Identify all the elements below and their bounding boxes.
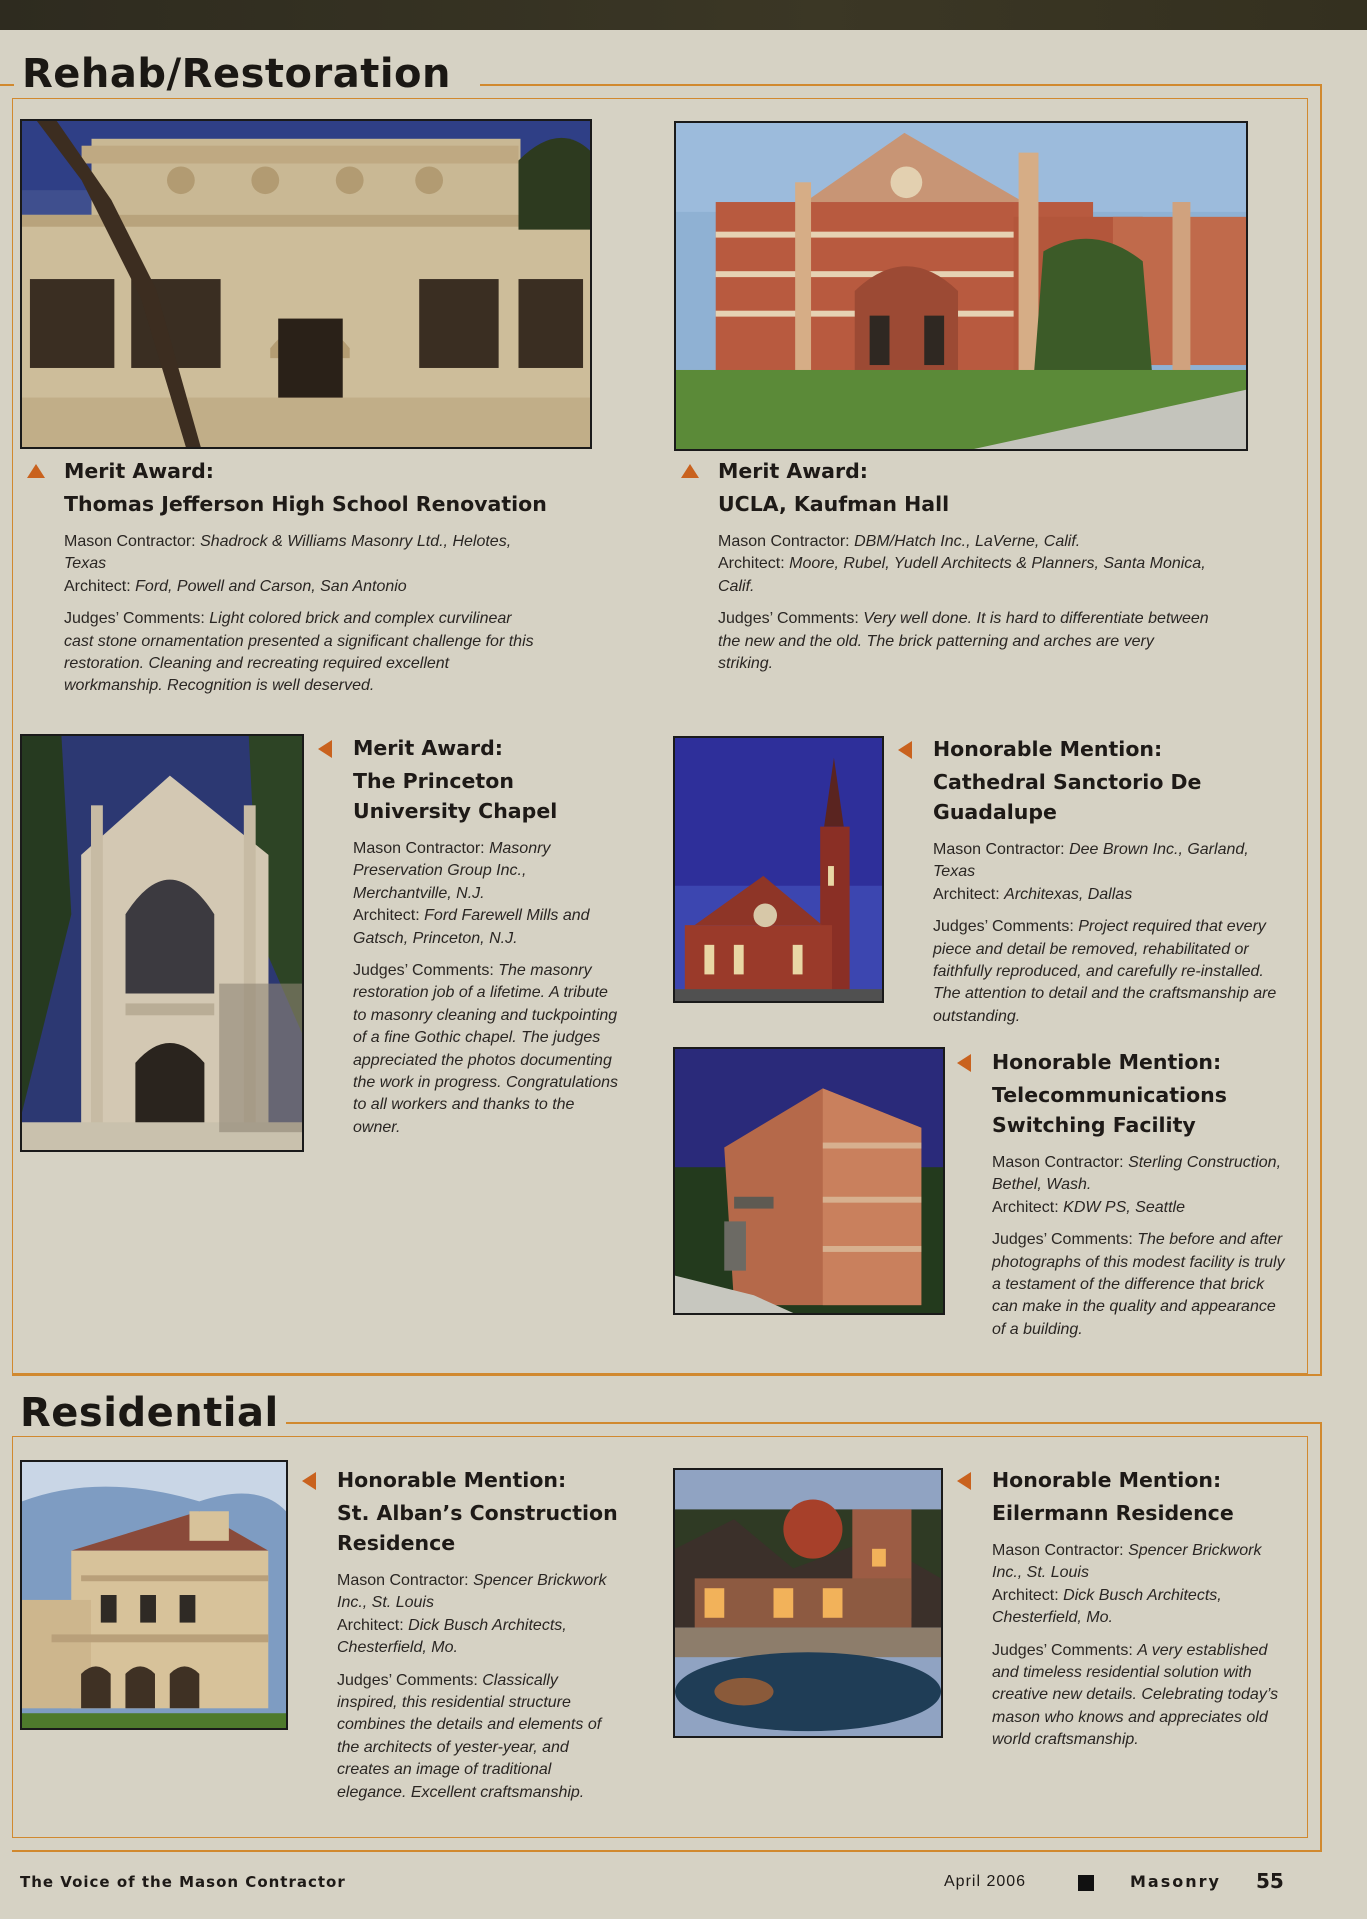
entry-princeton-chapel <box>353 733 633 1139</box>
residential-rule <box>286 1422 1322 1424</box>
rehab-bottom-rule <box>12 1374 1322 1376</box>
marker-triangle-icon <box>302 1472 316 1490</box>
photo-princeton-university-chapel <box>20 734 304 1152</box>
entry-st-albans <box>337 1465 627 1804</box>
entry-thomas-jefferson <box>64 456 564 698</box>
mason-label: Mason Contractor: <box>992 1542 1124 1559</box>
project-title: The Princeton University Chapel <box>353 769 558 823</box>
project-title: St. Alban’s Construction Residence <box>337 1501 618 1555</box>
judges-label: Judges’ Comments: <box>337 1671 478 1689</box>
footer-magazine-name: Masonry <box>1130 1872 1221 1891</box>
entry-body <box>64 531 544 698</box>
project-title: Cathedral Sanctorio De Guadalupe <box>933 770 1202 824</box>
entry-body <box>933 839 1285 1028</box>
photo-thomas-jefferson-high-school <box>20 119 592 449</box>
entry-telecommunications <box>992 1047 1292 1341</box>
photo-telecommunications-switching-facility <box>673 1047 945 1315</box>
photo-cathedral-sanctorio-de-guadalupe <box>673 736 884 1003</box>
judges-label: Judges’ Comments: <box>992 1641 1133 1659</box>
judges-value: Light colored brick and complex curvilinear cast stone ornamentation presented a significant challenge for this restoration. Cleaning and recreating required excellent workmanship. Recognition is well deserved. <box>64 610 534 695</box>
judges-label: Judges’ Comments: <box>64 610 205 628</box>
architect-value: Ford Farewell Mills and Gatsch, Princeton, N.J. <box>353 907 590 947</box>
architect-value: Moore, Rubel, Yudell Architects & Planners, Santa Monica, Calif. <box>718 555 1206 595</box>
marker-triangle-icon <box>898 741 912 759</box>
award-title: Merit Award: <box>353 736 503 760</box>
mason-label: Mason Contractor: <box>337 1572 469 1589</box>
top-dark-band <box>0 0 1367 30</box>
judges-label: Judges’ Comments: <box>718 610 859 628</box>
mason-label: Mason Contractor: <box>718 533 850 550</box>
entry-body <box>353 838 625 1139</box>
judges-value: Project required that every piece and detail be removed, rehabilitated or faithfully reproduced, and carefully re-installed. The attention to detail and the craftsmanship are outstanding. <box>933 918 1277 1025</box>
entry-cathedral-guadalupe <box>933 734 1288 1028</box>
entry-body <box>992 1152 1290 1341</box>
mason-value: Shadrock & Williams Masonry Ltd., Helotes, Texas <box>64 533 512 573</box>
architect-value: Dick Busch Architects, Chesterfield, Mo. <box>337 1616 567 1657</box>
mason-value: Masonry Preservation Group Inc., Merchantville, N.J. <box>353 840 551 902</box>
judges-value: Very well done. It is hard to differentiate between the new and the old. The brick patterning and arches are very striking. <box>718 610 1209 673</box>
architect-label: Architect: <box>64 577 131 595</box>
judges-value: The before and after photographs of this modest facility is truly a testament of the difference that brick can make in the quality and appearance of a building. <box>992 1231 1285 1338</box>
rehab-rule-left <box>0 84 14 86</box>
judges-value: A very established and timeless residential solution with creative new details. Celebrating today’s mason who knows and appreciates old world craftsmanship. <box>992 1641 1279 1749</box>
award-title: Honorable Mention: <box>992 1468 1222 1492</box>
project-title: Telecommunications Switching Facility <box>992 1083 1227 1137</box>
judges-value: The masonry restoration job of a lifetime. A tribute to masonry cleaning and tuckpointing of a fine Gothic chapel. The judges appreciated the photos documenting the work in progress. Congratulations to all workers and thanks to the owner. <box>353 962 619 1136</box>
mason-value: Spencer Brickwork Inc., St. Louis <box>337 1572 607 1612</box>
entry-body <box>337 1570 622 1804</box>
project-title: Eilermann Residence <box>992 1501 1234 1525</box>
entry-body <box>992 1540 1282 1752</box>
mason-value: Sterling Construction, Bethel, Wash. <box>992 1154 1282 1194</box>
marker-triangle-icon <box>957 1054 971 1072</box>
architect-label: Architect: <box>718 555 785 573</box>
photo-ucla-kaufman-hall <box>674 121 1248 451</box>
footer-date: April 2006 <box>944 1873 1027 1890</box>
judges-label: Judges’ Comments: <box>992 1231 1133 1249</box>
rehab-rule-right <box>1320 84 1322 1376</box>
award-title: Honorable Mention: <box>933 737 1163 761</box>
architect-value: Dick Busch Architects, Chesterfield, Mo. <box>992 1586 1222 1627</box>
marker-triangle-icon <box>318 740 332 758</box>
architect-label: Architect: <box>353 907 420 925</box>
award-title: Merit Award: <box>64 459 214 483</box>
architect-value: Ford, Powell and Carson, San Antonio <box>135 577 407 595</box>
award-title: Honorable Mention: <box>337 1468 567 1492</box>
entry-ucla-kaufman <box>718 456 1228 675</box>
mason-value: DBM/Hatch Inc., LaVerne, Calif. <box>854 533 1081 550</box>
project-title: Thomas Jefferson High School Renovation <box>64 492 547 516</box>
architect-label: Architect: <box>933 885 1000 903</box>
entry-body <box>718 531 1210 675</box>
mason-value: Spencer Brickwork Inc., St. Louis <box>992 1542 1262 1582</box>
architect-value: Architexas, Dallas <box>1004 885 1133 903</box>
award-title: Merit Award: <box>718 459 868 483</box>
marker-triangle-icon <box>27 464 45 478</box>
mason-label: Mason Contractor: <box>353 840 485 857</box>
award-title: Honorable Mention: <box>992 1050 1222 1074</box>
judges-value: Classically inspired, this residential structure combines the details and elements of the architects of yester-year, and creates an image of traditional elegance. Excellent craftsmanship. <box>337 1671 602 1801</box>
mason-label: Mason Contractor: <box>933 841 1065 858</box>
architect-value: KDW PS, Seattle <box>1063 1198 1185 1216</box>
architect-label: Architect: <box>992 1586 1059 1604</box>
marker-triangle-icon <box>957 1472 971 1490</box>
architect-label: Architect: <box>992 1198 1059 1216</box>
photo-st-albans-residence <box>20 1460 288 1730</box>
footer-tagline: The Voice of the Mason Contractor <box>20 1873 346 1891</box>
section-title-rehab: Rehab/Restoration <box>22 51 451 97</box>
mason-label: Mason Contractor: <box>992 1154 1124 1171</box>
residential-rule-right <box>1320 1422 1322 1850</box>
judges-label: Judges’ Comments: <box>933 918 1074 936</box>
judges-label: Judges’ Comments: <box>353 962 494 980</box>
marker-triangle-icon <box>681 464 699 478</box>
residential-bottom-rule <box>12 1850 1322 1852</box>
footer-square-icon <box>1078 1875 1094 1891</box>
photo-eilermann-residence <box>673 1468 943 1738</box>
entry-eilermann <box>992 1465 1292 1752</box>
mason-value: Dee Brown Inc., Garland, Texas <box>933 841 1249 881</box>
page-number: 55 <box>1256 1869 1284 1893</box>
mason-label: Mason Contractor: <box>64 533 196 550</box>
rehab-rule <box>480 84 1322 86</box>
architect-label: Architect: <box>337 1616 404 1634</box>
section-title-residential: Residential <box>20 1390 279 1436</box>
project-title: UCLA, Kaufman Hall <box>718 492 950 516</box>
